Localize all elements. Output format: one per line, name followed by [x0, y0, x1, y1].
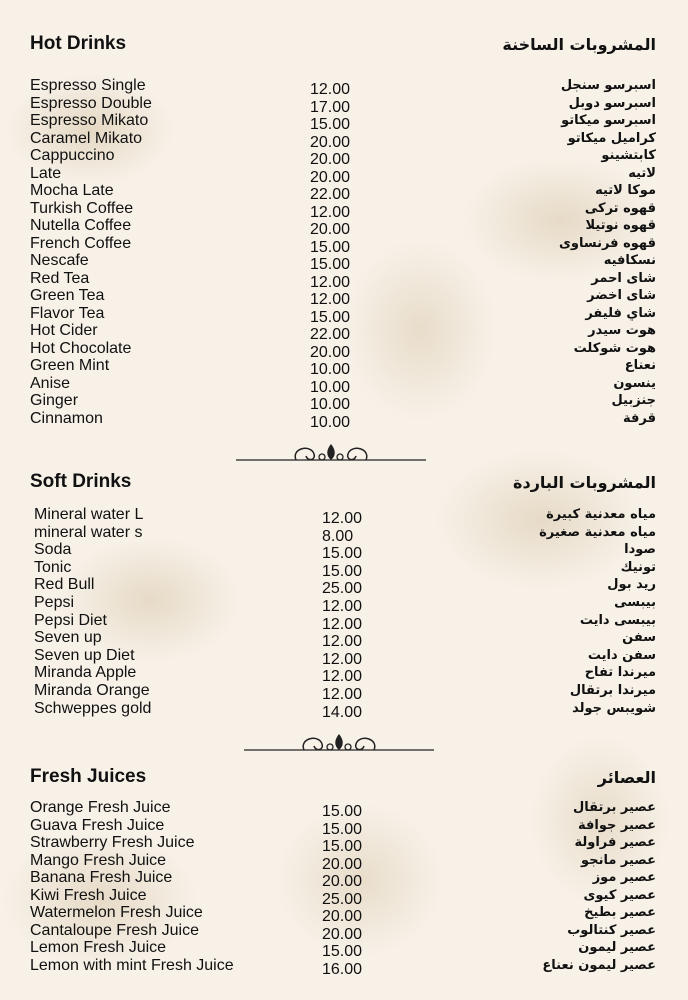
item-price: 12.00 — [310, 203, 351, 221]
item-name: Orange Fresh Juice — [30, 799, 171, 816]
menu-item-row — [0, 956, 688, 978]
menu-item-row — [0, 147, 688, 168]
item-price: 12.00 — [322, 668, 363, 686]
item-name-ar: ريد بول — [607, 577, 656, 593]
item-name: Watermelon Fresh Juice — [30, 904, 203, 921]
item-price: 12.00 — [322, 650, 363, 668]
menu-item-row — [0, 94, 688, 116]
menu-item-row — [0, 939, 688, 960]
item-name-ar: عصير ليمون نعناع — [542, 957, 656, 973]
item-price: 20.00 — [322, 873, 363, 890]
item-name-ar: جنزبيل — [611, 393, 656, 408]
item-price: 16.00 — [322, 960, 363, 978]
item-price: 10.00 — [310, 361, 351, 378]
menu-item-row — [0, 339, 688, 361]
item-price: 12.00 — [322, 598, 363, 615]
item-price: 12.00 — [322, 686, 363, 703]
menu-item-row — [0, 611, 688, 633]
menu-item-row — [0, 921, 688, 943]
item-name-ar: عصير جوافة — [578, 817, 656, 833]
item-name: Strawberry Fresh Juice — [30, 834, 195, 851]
item-name-ar: قرفة — [623, 410, 656, 426]
menu-item-row — [0, 217, 688, 238]
item-price: 20.00 — [310, 343, 351, 361]
section-title-ar: المشروبات الباردة — [513, 473, 656, 492]
item-name: Seven up — [34, 629, 102, 647]
item-price: 12.00 — [322, 615, 363, 633]
item-price: 20.00 — [322, 855, 363, 873]
menu-item-row — [0, 576, 688, 598]
menu-item-row — [0, 112, 688, 133]
item-name: Green Mint — [30, 357, 110, 374]
item-name: mineral water s — [34, 523, 143, 541]
item-price: 15.00 — [322, 545, 363, 563]
item-name-ar: ينسون — [613, 375, 656, 391]
menu-item-row — [0, 851, 688, 873]
menu-item-row — [0, 409, 688, 431]
item-name: Pepsi Diet — [34, 611, 107, 629]
item-name-ar: شاى اخضر — [587, 288, 656, 303]
menu-item-row — [0, 523, 688, 545]
menu-item-row — [0, 629, 688, 651]
section-title-ar: المشروبات الساخنة — [502, 35, 656, 54]
item-name-ar: ميرندا برتقال — [569, 683, 656, 698]
menu-item-row — [0, 799, 688, 820]
item-name: Ginger — [30, 392, 79, 409]
item-name: Mineral water L — [34, 506, 144, 523]
item-name: Pepsi — [34, 594, 75, 611]
item-price: 15.00 — [322, 820, 363, 838]
item-price: 8.00 — [322, 527, 354, 545]
menu-item-row — [0, 506, 688, 527]
item-price: 15.00 — [322, 562, 363, 580]
item-price: 12.00 — [322, 633, 363, 651]
item-name: Seven up Diet — [34, 646, 135, 664]
item-name-ar: بيبسى دايت — [579, 612, 656, 628]
menu-item-row — [0, 646, 688, 668]
menu-item-row — [0, 182, 688, 203]
item-price: 12.00 — [310, 81, 351, 98]
item-name: Miranda Orange — [34, 682, 150, 699]
item-name-ar: تونيك — [620, 559, 656, 575]
item-name: Red Tea — [30, 269, 90, 287]
item-price: 20.00 — [310, 168, 351, 186]
item-price: 20.00 — [322, 925, 363, 943]
item-price: 15.00 — [310, 238, 351, 256]
menu-item-row — [0, 869, 688, 890]
item-name: Turkish Coffee — [30, 199, 134, 217]
item-name-ar: عصير كيوى — [583, 887, 656, 903]
item-name-ar: بيبسى — [614, 595, 656, 610]
item-name: Espresso Mikato — [30, 112, 149, 129]
item-price: 14.00 — [322, 703, 363, 721]
menu-item-row — [0, 287, 688, 308]
item-name-ar: عصير فراولة — [574, 835, 656, 850]
item-price: 25.00 — [322, 890, 363, 908]
item-name: Mango Fresh Juice — [30, 851, 167, 869]
item-name: Lemon Fresh Juice — [30, 939, 167, 956]
menu-item-row — [0, 392, 688, 413]
item-price: 15.00 — [322, 943, 363, 960]
menu-item-row — [0, 199, 688, 221]
item-name-ar: ميرندا تفاح — [584, 665, 656, 681]
item-name: Schweppes gold — [34, 699, 152, 717]
item-name: Miranda Apple — [34, 664, 137, 682]
item-name-ar: قهوه نوتيلا — [585, 218, 656, 233]
menu-item-row — [0, 304, 688, 326]
item-price: 15.00 — [310, 308, 351, 326]
item-price: 25.00 — [322, 580, 363, 598]
section-title-en: Fresh Juices — [30, 766, 147, 787]
item-price: 10.00 — [310, 378, 351, 396]
item-price: 15.00 — [310, 116, 351, 133]
item-name-ar: كراميل ميكاتو — [567, 130, 656, 146]
item-name-ar: اسبرسو دوبل — [568, 95, 656, 111]
item-name-ar: قهوه تركى — [584, 200, 656, 216]
item-name: Late — [30, 164, 62, 182]
item-name-ar: شويبس جولد — [572, 700, 656, 716]
item-price: 20.00 — [310, 133, 351, 151]
menu-item-row — [0, 374, 688, 396]
menu-item-row — [0, 594, 688, 615]
item-price: 15.00 — [310, 256, 351, 273]
item-name-ar: صودا — [624, 542, 656, 558]
item-name-ar: سفن دايت — [587, 647, 656, 663]
menu-item-row — [0, 129, 688, 151]
item-name: Anise — [30, 374, 71, 392]
section-title-en: Hot Drinks — [30, 33, 127, 54]
item-name: Nutella Coffee — [30, 217, 132, 234]
item-name-ar: نعناع — [624, 358, 656, 373]
section-title-en: Soft Drinks — [30, 471, 132, 492]
item-name: Cantaloupe Fresh Juice — [30, 921, 199, 939]
item-name: Lemon with mint Fresh Juice — [30, 956, 234, 974]
item-name: Espresso Single — [30, 77, 146, 94]
item-name-ar: شاى احمر — [591, 270, 656, 286]
menu-item-row — [0, 699, 688, 721]
item-name-ar: هوت سيدر — [588, 323, 656, 338]
menu-item-row — [0, 164, 688, 186]
item-name: Nescafe — [30, 252, 89, 269]
item-name: Tonic — [34, 558, 72, 576]
item-name-ar: شاي فليفر — [585, 305, 656, 321]
ornament-divider-icon — [236, 440, 426, 470]
menu-item-row — [0, 558, 688, 580]
menu-item-row — [0, 322, 688, 343]
item-name-ar: لاتيه — [628, 165, 656, 181]
item-price: 20.00 — [310, 221, 351, 238]
menu-item-row — [0, 269, 688, 291]
item-name-ar: عصير برتقال — [573, 800, 656, 815]
menu-item-row — [0, 234, 688, 256]
item-name: Espresso Double — [30, 94, 152, 112]
item-name: Flavor Tea — [30, 304, 105, 322]
item-name-ar: سفن — [622, 630, 656, 646]
item-price: 22.00 — [310, 326, 351, 343]
item-price: 15.00 — [322, 803, 363, 820]
menu-item-row — [0, 252, 688, 273]
menu-item-row — [0, 664, 688, 686]
menu-item-row — [0, 904, 688, 925]
item-price: 20.00 — [310, 151, 351, 168]
menu-item-row — [0, 77, 688, 98]
menu-item-row — [0, 816, 688, 838]
item-price: 12.00 — [322, 510, 363, 527]
item-name: Mocha Late — [30, 182, 114, 199]
item-price: 10.00 — [310, 396, 351, 413]
item-name-ar: عصير بطيخ — [584, 905, 656, 920]
item-name: Caramel Mikato — [30, 129, 143, 147]
item-name-ar: عصير موز — [592, 870, 656, 885]
menu-item-row — [0, 541, 688, 563]
item-name-ar: موكا لاتيه — [595, 183, 656, 198]
item-name-ar: عصير ليمون — [578, 940, 656, 955]
item-name-ar: عصير كنتالوب — [567, 922, 656, 938]
menu-item-row — [0, 357, 688, 378]
item-name-ar: مياه معدنية صغيرة — [539, 524, 656, 540]
item-name-ar: مياه معدنية كبيرة — [546, 507, 656, 522]
item-name-ar: كابتشينو — [601, 148, 656, 163]
section-title-ar: العصائر — [597, 768, 656, 787]
menu-item-row — [0, 834, 688, 855]
menu-item-row — [0, 886, 688, 908]
item-price: 15.00 — [322, 838, 363, 855]
item-name-ar: نسكافيه — [603, 253, 656, 268]
item-name: Banana Fresh Juice — [30, 869, 173, 886]
item-price: 10.00 — [310, 413, 351, 431]
item-price: 12.00 — [310, 273, 351, 291]
item-price: 12.00 — [310, 291, 351, 308]
item-name-ar: اسبرسو ميكاتو — [561, 113, 656, 128]
item-price: 22.00 — [310, 186, 351, 203]
item-name-ar: هوت شوكلت — [573, 340, 656, 356]
item-name: Cinnamon — [30, 409, 103, 427]
item-price: 17.00 — [310, 98, 351, 116]
item-name: Soda — [34, 541, 72, 559]
menu-item-row — [0, 682, 688, 703]
item-name-ar: عصير مانجو — [581, 852, 656, 868]
item-name: Guava Fresh Juice — [30, 816, 165, 834]
item-name-ar: قهوه فرنساوى — [558, 235, 656, 251]
ornament-divider-icon — [244, 730, 434, 760]
item-name-ar: اسبرسو سنجل — [560, 78, 656, 93]
item-name: French Coffee — [30, 234, 132, 252]
item-name: Green Tea — [30, 287, 105, 304]
item-name: Red Bull — [34, 576, 95, 594]
item-name: Hot Cider — [30, 322, 98, 339]
item-name: Cappuccino — [30, 147, 115, 164]
item-price: 20.00 — [322, 908, 363, 925]
item-name: Kiwi Fresh Juice — [30, 886, 147, 904]
item-name: Hot Chocolate — [30, 339, 132, 357]
